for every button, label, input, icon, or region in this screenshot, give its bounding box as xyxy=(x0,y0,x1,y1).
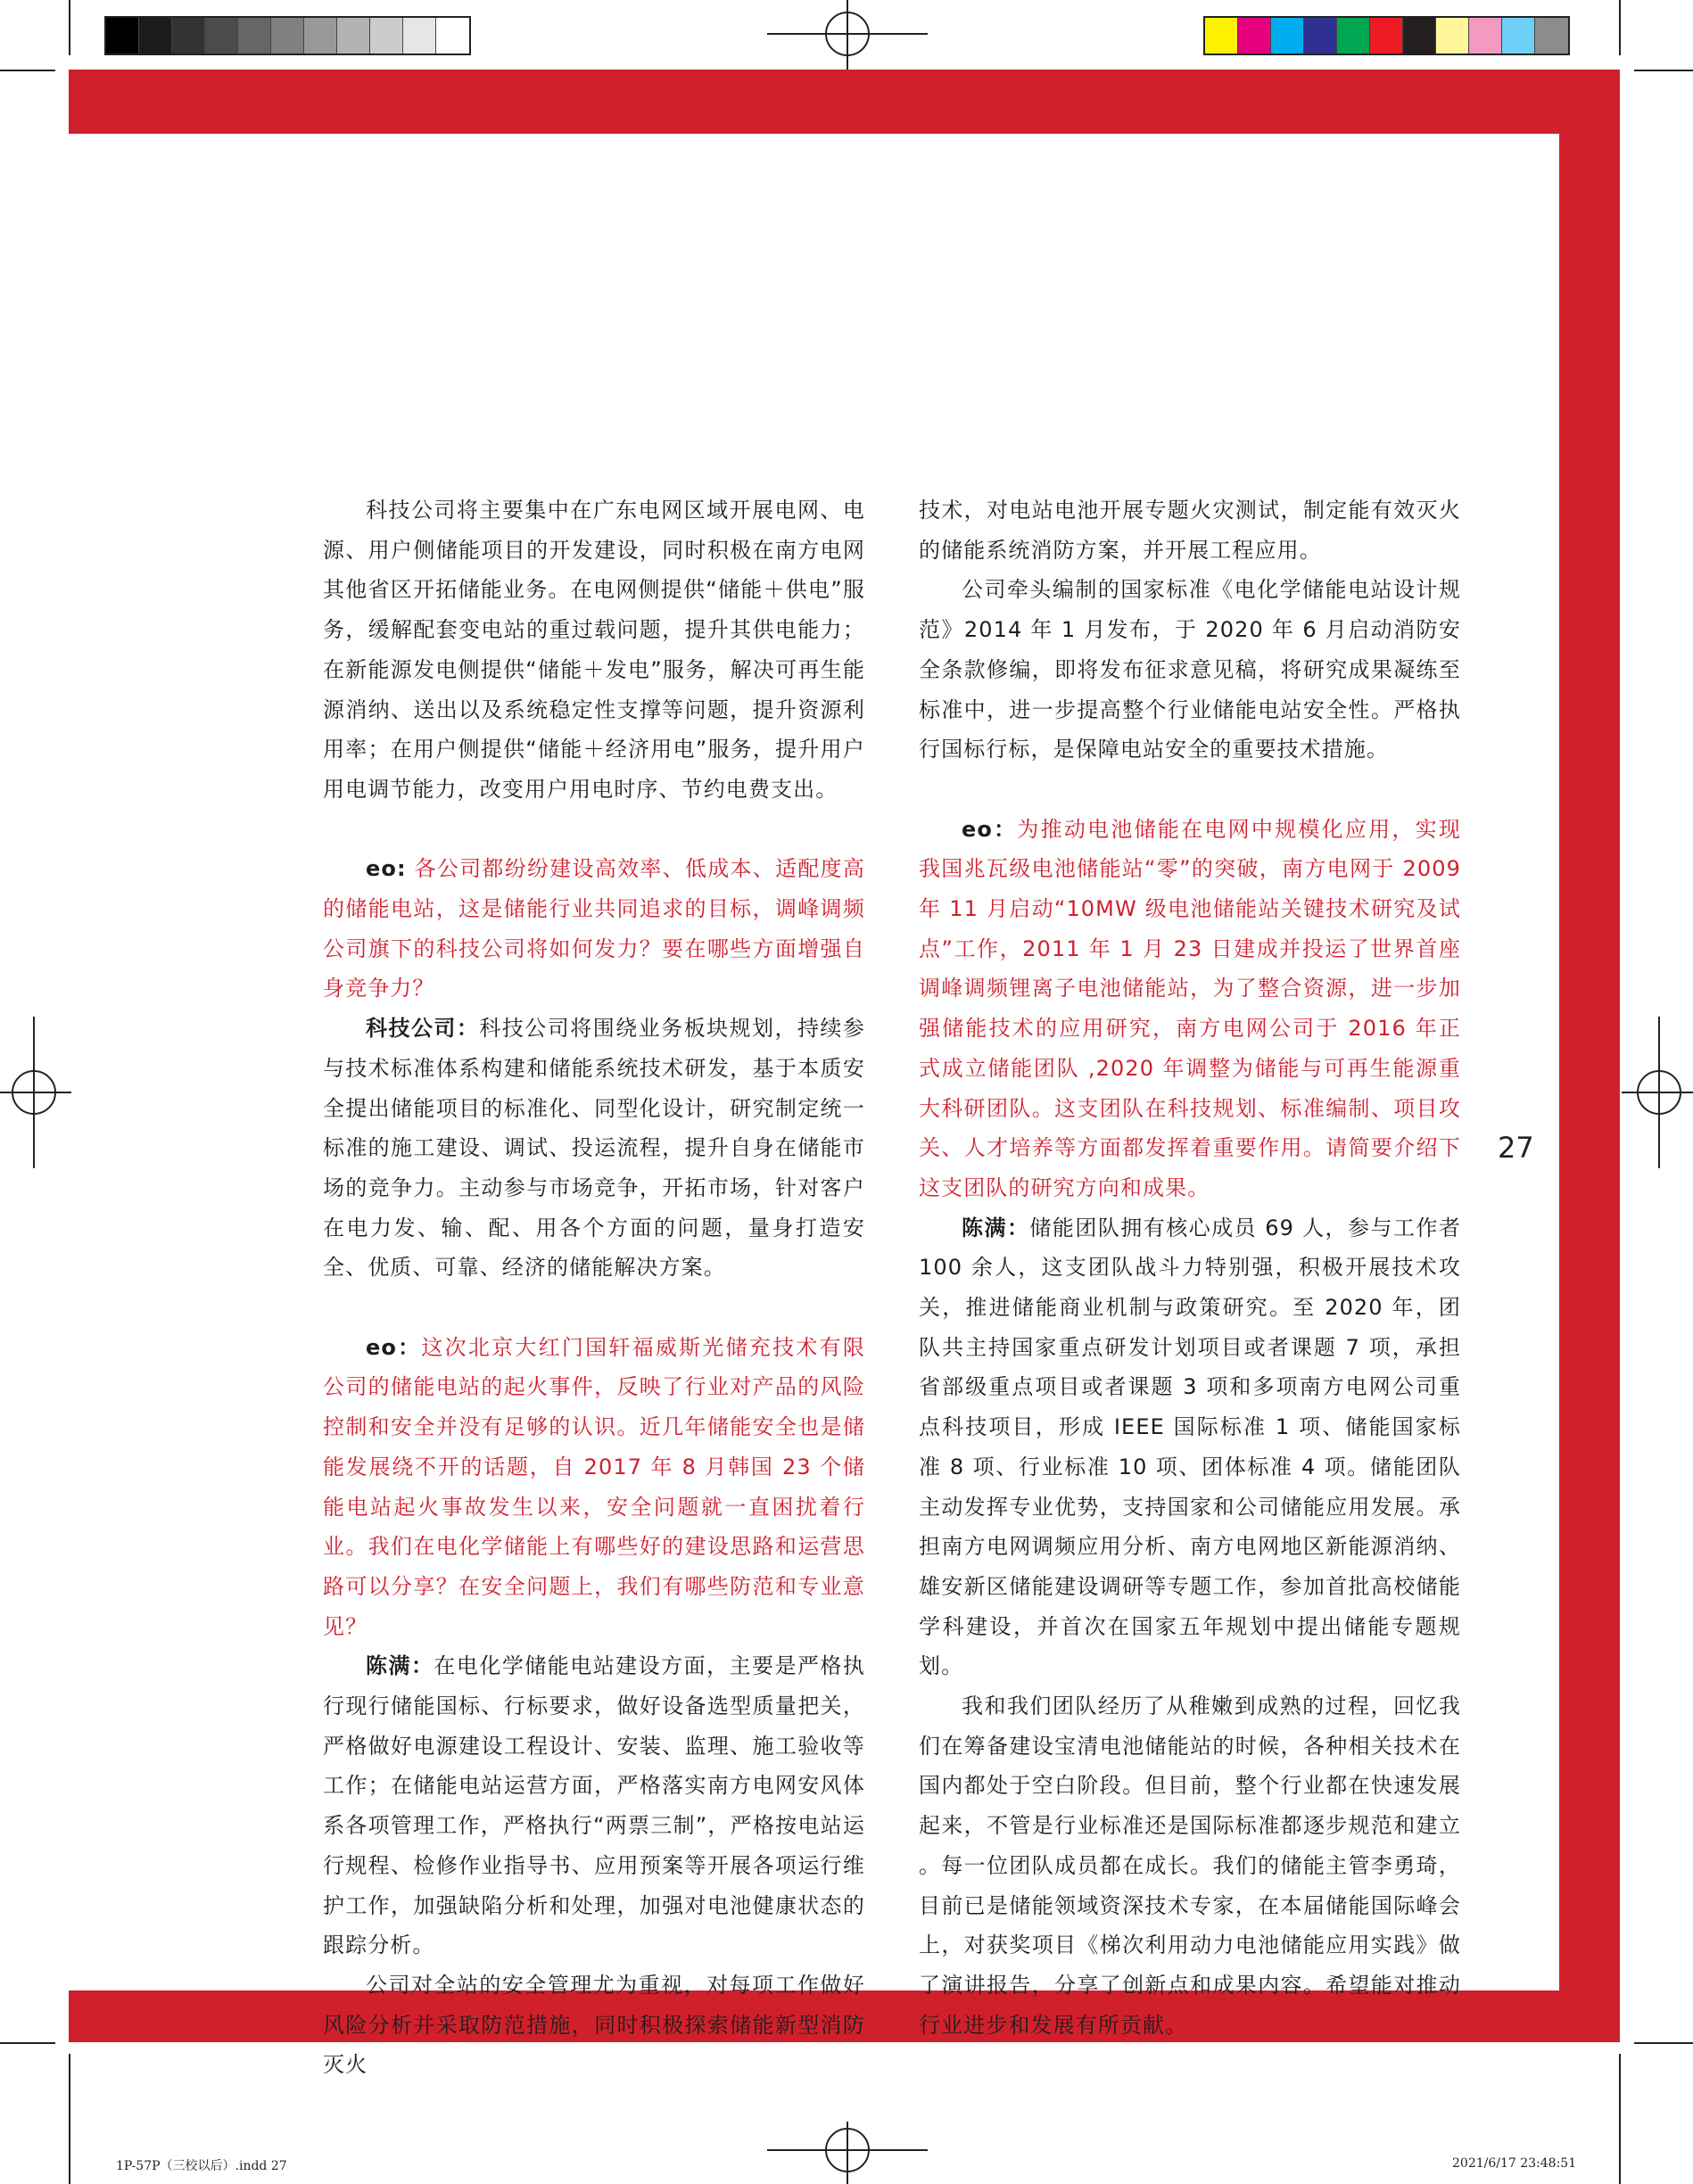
crop-mark xyxy=(1634,2042,1693,2044)
crop-mark xyxy=(0,2042,55,2044)
color-swatch xyxy=(106,18,139,54)
color-swatch xyxy=(205,18,238,54)
color-swatch xyxy=(1502,18,1535,54)
crop-mark xyxy=(1634,70,1693,71)
crop-mark xyxy=(69,2054,70,2184)
paragraph-text: 我和我们团队经历了从稚嫩到成熟的过程，回忆我们在筹备建设宝清电池储能站的时候，各种相关技术在国内都处于空白阶段。但目前，整个行业都在快速发展起来，不管是行业标准还是国际标准都逐步规范和建立 。每一位团队成员都在成长。我们的储能主管李勇琦，目前已是储能领域资深技术专家，在本届储能国际峰会上，对获奖项目《梯次利用动力电池储能应用实践》做了演讲报告，分享了创新点和成果内容。希望能对推动行业进步和发展有所贡献。 xyxy=(919,1694,1461,2038)
crop-mark xyxy=(1619,0,1621,55)
crop-mark xyxy=(1619,2054,1621,2184)
paragraph xyxy=(323,1966,865,2085)
speaker-label: eo： xyxy=(366,1334,422,1360)
registration-target-icon xyxy=(767,0,928,71)
paragraph xyxy=(323,490,865,810)
registration-target-icon xyxy=(767,2122,928,2184)
interview-question xyxy=(919,810,1461,1208)
right-column xyxy=(919,490,1461,2045)
paragraph-text: 在电化学储能电站建设方面，主要是严格执行现行储能国标、行标要求，做好设备选型质量把关，严格做好电源建设工程设计、安装、监理、施工验收等工作；在储能电站运营方面，严格落实南方电网安风体系各项管理工作，严格执行“两票三制”，严格按电站运行规程、检修作业指导书、应用预案等开展各项运行维护工作，加强缺陷分析和处理，加强对电池健康状态的跟踪分析。 xyxy=(323,1653,865,1958)
frame-top xyxy=(69,70,1620,134)
speaker-label: eo: xyxy=(366,856,407,882)
interview-question xyxy=(323,849,865,1009)
speaker-label: 陈满： xyxy=(962,1215,1030,1240)
color-swatch xyxy=(1436,18,1469,54)
color-swatch xyxy=(403,18,436,54)
color-swatch xyxy=(1469,18,1502,54)
crop-mark xyxy=(0,70,55,71)
color-swatch xyxy=(1535,18,1568,54)
slug-timestamp: 2021/6/17 23:48:51 xyxy=(1452,2156,1577,2171)
crop-mark xyxy=(69,0,70,55)
paragraph-text: 公司对全站的安全管理尤为重视，对每项工作做好风险分析并采取防范措施，同时积极探索储能新型消防灭火 xyxy=(323,1972,865,2078)
color-swatch xyxy=(1403,18,1436,54)
registration-target-icon xyxy=(0,1017,71,1168)
color-swatch xyxy=(172,18,205,54)
color-swatch xyxy=(1238,18,1271,54)
color-swatch xyxy=(1271,18,1304,54)
color-swatch xyxy=(1337,18,1370,54)
color-swatch xyxy=(1205,18,1238,54)
color-swatch xyxy=(304,18,337,54)
frame-right xyxy=(1559,70,1620,2042)
color-swatch xyxy=(271,18,304,54)
paragraph-text: 公司牵头编制的国家标准《电化学储能电站设计规范》2014 年 1 月发布，于 2020 年 6 月启动消防安全条款修编，即将发布征求意见稿，将研究成果凝练至标准中，进一步提高整个行业储能电站安全性。严格执行国标行标，是保障电站安全的重要技术措施。 xyxy=(919,577,1461,762)
paragraph-text: 技术，对电站电池开展专题火灾测试，制定能有效灭火的储能系统消防方案，并开展工程应用。 xyxy=(919,498,1461,563)
interview-answer xyxy=(323,1009,865,1288)
color-swatch xyxy=(337,18,370,54)
interview-question xyxy=(323,1328,865,1647)
paragraph-text: 科技公司将围绕业务板块规划，持续参与技术标准体系构建和储能系统技术研发，基于本质安全提出储能项目的标准化、同型化设计，研究制定统一标准的施工建设、调试、投运流程，提升自身在储能市场的竞争力。主动参与市场竞争，开拓市场，针对客户在电力发、输、配、用各个方面的问题，量身打造安全、优质、可靠、经济的储能解决方案。 xyxy=(323,1016,865,1281)
color-calibration-bar xyxy=(1203,16,1570,55)
paragraph-text: 这次北京大红门国轩福威斯光储充技术有限公司的储能电站的起火事件，反映了行业对产品的风险控制和安全并没有足够的认识。近几年储能安全也是储能发展绕不开的话题，自 2017 年 8 月韩国 23 个储能电站起火事故发生以来，安全问题就一直困扰着行业。我们在电化学储能上有哪些好的建设思路和运营思路可以分享？在安全问题上，我们有哪些防范和专业意见？ xyxy=(323,1334,865,1639)
paragraph xyxy=(919,490,1461,570)
paragraph xyxy=(919,570,1461,770)
left-column xyxy=(323,490,865,2085)
color-swatch xyxy=(1304,18,1337,54)
speaker-label: eo： xyxy=(962,816,1018,842)
gray-calibration-bar xyxy=(104,16,471,55)
paragraph-text: 科技公司将主要集中在广东电网区域开展电网、电源、用户侧储能项目的开发建设，同时积极在南方电网其他省区开拓储能业务。在电网侧提供“储能＋供电”服务，缓解配套变电站的重过载问题，提升其供电能力；在新能源发电侧提供“储能＋发电”服务，解决可再生能源消纳、送出以及系统稳定性支撑等问题，提升资源利用率；在用户侧提供“储能＋经济用电”服务，提升用户用电调节能力，改变用户用电时序、节约电费支出。 xyxy=(323,498,865,802)
color-swatch xyxy=(436,18,469,54)
speaker-label: 科技公司： xyxy=(366,1016,480,1042)
interview-answer xyxy=(323,1646,865,1966)
paragraph xyxy=(919,1686,1461,2045)
paragraph-text: 各公司都纷纷建设高效率、低成本、适配度高的储能电站，这是储能行业共同追求的目标，调峰调频公司旗下的科技公司将如何发力？要在哪些方面增强自身竞争力？ xyxy=(323,856,866,1001)
color-swatch xyxy=(238,18,271,54)
color-swatch xyxy=(139,18,172,54)
color-swatch xyxy=(370,18,403,54)
paragraph-text: 储能团队拥有核心成员 69 人，参与工作者 100 余人，这支团队战斗力特别强，积极开展技术攻关，推进储能商业机制与政策研究。至 2020 年，团队共主持国家重点研发计划项目或者课题 7 项，承担省部级重点项目或者课题 3 项和多项南方电网公司重点科技项目，形成 IEEE 国际标准 1 项、储能国家标准 8 项、行业标准 10 项、团体标准 4 项。储能团队主动发挥专业优势，支持国家和公司储能应用发展。承担南方电网调频应用分析、南方电网地区新能源消纳、雄安新区储能建设调研等专题工作，参加首批高校储能学科建设，并首次在国家五年规划中提出储能专题规划。 xyxy=(919,1215,1461,1679)
slug-file-name: 1P-57P（三校以后）.indd 27 xyxy=(116,2159,287,2173)
speaker-label: 陈满： xyxy=(366,1653,434,1679)
paragraph-text: 为推动电池储能在电网中规模化应用，实现我国兆瓦级电池储能站“零”的突破，南方电网于 2009 年 11 月启动“10MW 级电池储能站关键技术研究及试点”工作，2011 年 1 月 23 日建成并投运了世界首座调峰调频锂离子电池储能站，为了整合资源，进一步加强储能技术的应用研究，南方电网公司于 2016 年正式成立储能团队 ,2020 年调整为储能与可再生能源重大科研团队。这支团队在科技规划、标准编制、项目攻关、人才培养等方面都发挥着重要作用。请简要介绍下这支团队的研究方向和成果。 xyxy=(919,816,1461,1200)
registration-target-icon xyxy=(1622,1017,1693,1168)
interview-answer xyxy=(919,1208,1461,1686)
color-swatch xyxy=(1370,18,1403,54)
page-number: 27 xyxy=(1498,1131,1534,1165)
